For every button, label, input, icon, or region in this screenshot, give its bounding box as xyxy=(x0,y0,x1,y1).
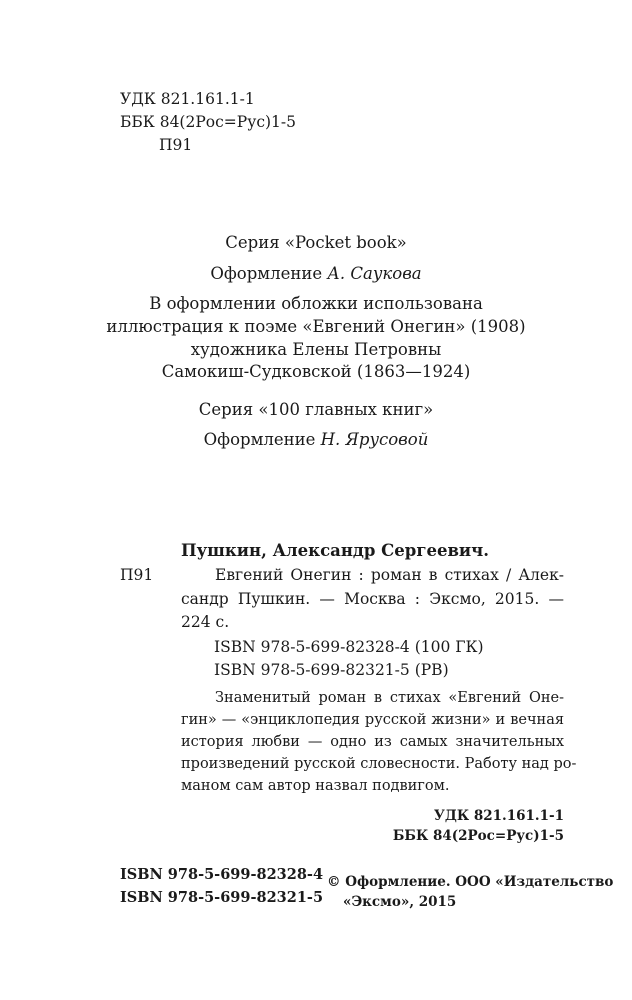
designer-name: Н. Ярусовой xyxy=(320,430,429,449)
design-credit-label: Оформление xyxy=(210,264,328,283)
annotation-line: маном сам автор назвал подвигом. xyxy=(181,778,450,794)
annotation-line: гин» — «энциклопедия русской жизни» и вечная xyxy=(181,712,564,728)
annotation-line: Знаменитый роман в стихах «Евгений Оне- xyxy=(215,690,564,706)
bbk-code: ББК 84(2Рос=Рус)1-5 xyxy=(120,113,297,131)
copyright-line: © Оформление. ООО «Издательство xyxy=(327,874,614,890)
catalog-udk: УДК 821.161.1-1 xyxy=(433,808,564,824)
design-credit-100 xyxy=(0,430,632,449)
catalog-isbn: ISBN 978-5-699-82321-5 (РВ) xyxy=(214,661,449,679)
design-credit-pocket xyxy=(0,264,632,283)
catalog-heading: Пушкин, Александр Сергеевич. xyxy=(181,541,489,560)
series-pocket-book: Серия «Pocket book» xyxy=(225,233,407,252)
catalog-description-line: Евгений Онегин : роман в стихах / Алек- xyxy=(215,566,564,584)
series-100-books: Серия «100 главных книг» xyxy=(198,400,434,419)
cover-note-line: Самокиш-Судковской (1863—1924) xyxy=(161,362,471,381)
cover-note-line: художника Елены Петровны xyxy=(190,340,442,359)
footer-isbn: ISBN 978-5-699-82321-5 xyxy=(120,889,324,906)
annotation-line: история любви — одно из самых значительных xyxy=(181,734,564,750)
catalog-description-line: 224 с. xyxy=(181,613,230,631)
cover-note-line: иллюстрация к поэме «Евгений Онегин» (1908) xyxy=(106,317,526,336)
footer-isbn: ISBN 978-5-699-82328-4 xyxy=(120,866,324,883)
udk-code: УДК 821.161.1-1 xyxy=(120,90,255,108)
annotation-line: произведений русской словесности. Работу над ро- xyxy=(181,756,577,772)
catalog-description-line: сандр Пушкин. — Москва : Эксмо, 2015. — xyxy=(181,590,564,608)
cover-note-line: В оформлении обложки использована xyxy=(149,294,483,313)
catalog-isbn: ISBN 978-5-699-82328-4 (100 ГК) xyxy=(214,638,484,656)
author-mark: П91 xyxy=(159,136,193,154)
copyright-line: «Эксмо», 2015 xyxy=(343,894,457,910)
design-credit-label: Оформление xyxy=(203,430,321,449)
designer-name: А. Саукова xyxy=(327,264,422,283)
catalog-bbk: ББК 84(2Рос=Рус)1-5 xyxy=(392,828,564,844)
catalog-mark: П91 xyxy=(120,566,154,584)
